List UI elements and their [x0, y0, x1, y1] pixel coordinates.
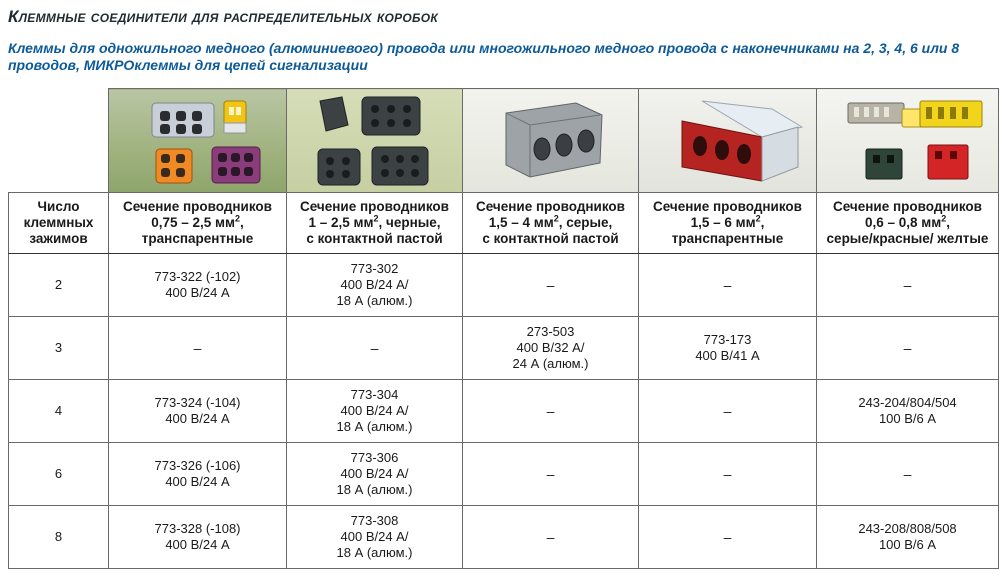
terminal-count-cell: 6: [9, 443, 109, 506]
cell-line: –: [903, 340, 912, 356]
cell-line: 100 В/6 А: [878, 537, 937, 552]
corner-cell: [9, 89, 109, 193]
cell-line: –: [723, 277, 732, 293]
table-cell: [817, 317, 999, 380]
cell-line: 773-308: [350, 513, 399, 528]
page-subtitle: Клеммы для одножильного медного (алюминиевого) провода или многожильного медного провода с наконечниками на 2, 3, 4, 6 или 8 проводов, МИКРОклеммы для цепей сигнализации: [8, 40, 960, 73]
table-cell: [639, 443, 817, 506]
micro-connectors-photo-icon: [817, 89, 999, 193]
table-cell: [639, 254, 817, 317]
cell-line: 400 В/24 А: [165, 285, 230, 300]
table-cell: [463, 317, 639, 380]
cell-line: 773-304: [350, 387, 399, 402]
terminal-count-cell: 8: [9, 506, 109, 569]
table-cell: [463, 254, 639, 317]
table-row: [9, 254, 999, 317]
table-cell: [287, 254, 463, 317]
table-cell: [109, 317, 287, 380]
cell-line: –: [546, 277, 555, 293]
cell-line: 400 В/41 А: [695, 348, 760, 363]
cell-line: 773-306: [350, 450, 399, 465]
table-row: [9, 506, 999, 569]
table-cell: [109, 380, 287, 443]
terminal-count-cell: 3: [9, 317, 109, 380]
terminal-count-cell: 4: [9, 380, 109, 443]
cell-line: 773-324 (-104): [154, 395, 241, 410]
cell-line: 18 А (алюм.): [336, 482, 413, 497]
header-row: [9, 193, 999, 254]
cell-line: 243-208/808/508: [858, 521, 957, 536]
table-cell: [109, 254, 287, 317]
table-cell: [287, 506, 463, 569]
table-body: [9, 254, 999, 569]
table-cell: [109, 443, 287, 506]
terminal-count-cell: 2: [9, 254, 109, 317]
cell-line: 18 А (алюм.): [336, 293, 413, 308]
black-connectors-photo-icon: [287, 89, 463, 193]
cell-line: 24 А (алюм.): [512, 356, 589, 371]
table-cell: [463, 443, 639, 506]
cell-line: 18 А (алюм.): [336, 545, 413, 560]
table-cell: [639, 380, 817, 443]
cell-line: –: [723, 466, 732, 482]
cell-line: 400 В/24 А/: [340, 403, 409, 418]
grey-3-pole-connector-photo-icon: [463, 89, 639, 193]
image-row: [9, 89, 999, 193]
cell-line: 400 В/24 А: [165, 537, 230, 552]
table-cell: [463, 380, 639, 443]
column-header-1: Сечение проводников 0,75 – 2,5 $мм^2$, транспарентные: [109, 193, 287, 254]
cell-line: 100 В/6 А: [878, 411, 937, 426]
cell-line: 773-173: [703, 332, 752, 347]
red-transparent-connector-photo-icon: [639, 89, 817, 193]
cell-line: –: [723, 529, 732, 545]
cell-line: 773-326 (-106): [154, 458, 241, 473]
table-cell: [639, 317, 817, 380]
cell-line: –: [723, 403, 732, 419]
cell-line: 18 А (алюм.): [336, 419, 413, 434]
column-header-3: Сечение проводников 1,5 – 4 $мм^2$, серые, с контактной пастой: [463, 193, 639, 254]
table-cell: [287, 317, 463, 380]
table-cell: [817, 254, 999, 317]
column-header-5: Сечение проводников 0,6 – 0,8 $мм^2$, серые/красные/ желтые: [817, 193, 999, 254]
cell-line: 243-204/804/504: [858, 395, 957, 410]
cell-line: –: [370, 340, 379, 356]
cell-line: –: [546, 466, 555, 482]
cell-line: –: [903, 466, 912, 482]
cell-line: 400 В/24 А: [165, 411, 230, 426]
cell-line: 400 В/24 А: [165, 474, 230, 489]
cell-line: –: [193, 340, 202, 356]
table-cell: [463, 506, 639, 569]
connectors-table: [8, 88, 999, 569]
cell-line: 400 В/24 А/: [340, 466, 409, 481]
cell-line: 773-302: [350, 261, 399, 276]
cell-line: –: [546, 403, 555, 419]
page-title: Клеммные соединители для распределительных коробок: [8, 7, 439, 26]
column-header-2: Сечение проводников 1 – 2,5 $мм^2$, черные, с контактной пастой: [287, 193, 463, 254]
table-cell: [109, 506, 287, 569]
table-cell: [287, 380, 463, 443]
cell-line: 273-503: [526, 324, 575, 339]
cell-line: 400 В/32 А/: [516, 340, 585, 355]
table-row: [9, 317, 999, 380]
table-cell: [287, 443, 463, 506]
cell-line: –: [546, 529, 555, 545]
transparent-connectors-photo-icon: [109, 89, 287, 193]
cell-line: 773-322 (-102): [154, 269, 241, 284]
table-row: [9, 380, 999, 443]
cell-line: 400 В/24 А/: [340, 277, 409, 292]
table-cell: [639, 506, 817, 569]
table-cell: [817, 380, 999, 443]
table-cell: [817, 506, 999, 569]
table-row: [9, 443, 999, 506]
table-cell: [817, 443, 999, 506]
cell-line: 773-328 (-108): [154, 521, 241, 536]
cell-line: –: [903, 277, 912, 293]
column-header-4: Сечение проводников 1,5 – 6 $мм^2$, транспарентные: [639, 193, 817, 254]
cell-line: 400 В/24 А/: [340, 529, 409, 544]
row-header-label: Число клеммных зажимов: [9, 193, 109, 254]
